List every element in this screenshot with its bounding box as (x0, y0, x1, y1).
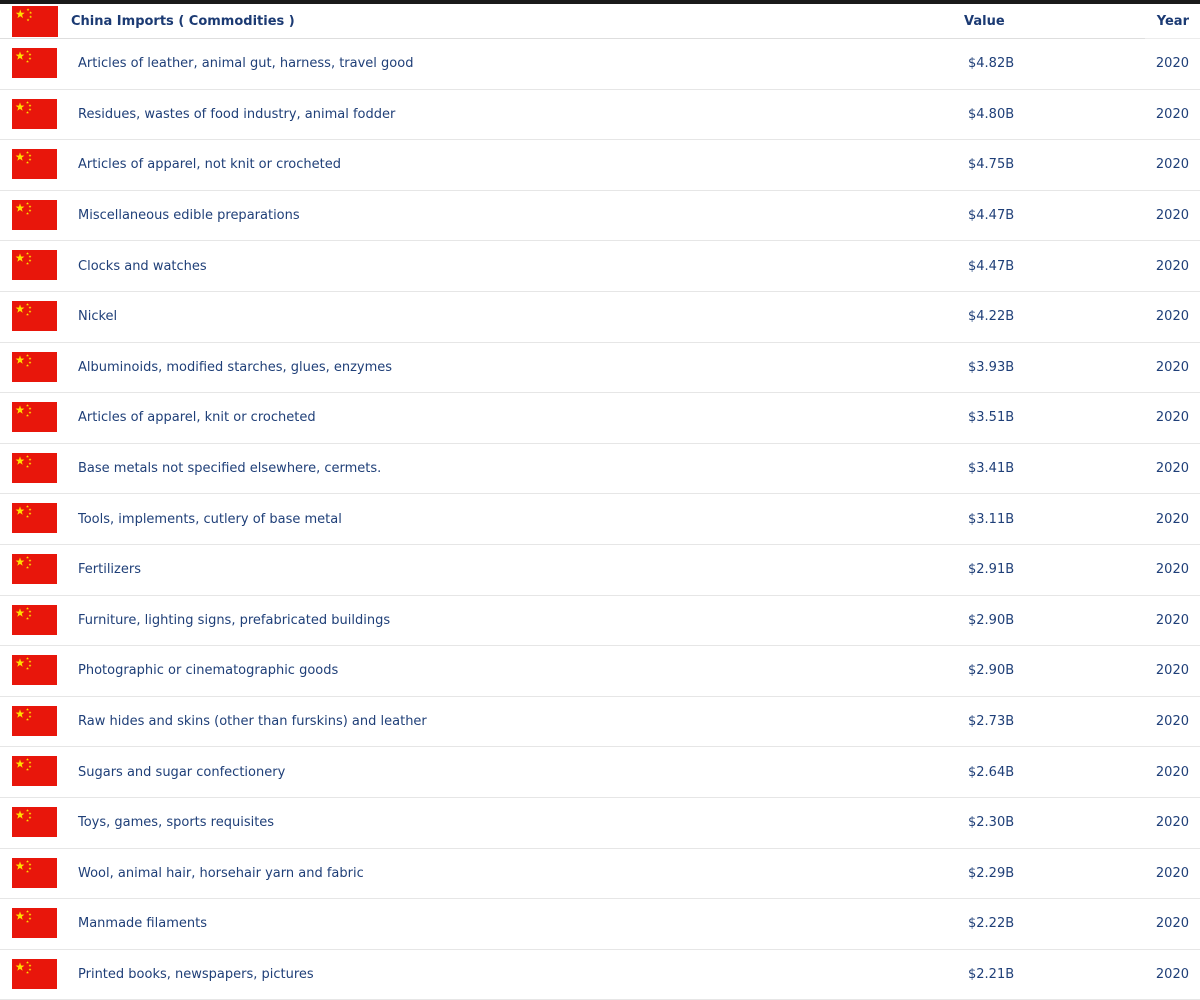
commodity-year: 2020 (1155, 663, 1189, 679)
commodity-name[interactable]: Fertilizers (78, 562, 141, 578)
china-flag-icon (12, 99, 57, 129)
commodity-value: $2.64B (968, 764, 1015, 780)
china-flag-icon (12, 250, 57, 280)
table-header-row (0, 4, 1200, 39)
commodity-value: $2.29B (968, 865, 1015, 881)
commodity-year: 2020 (1155, 511, 1189, 527)
commodity-year: 2020 (1155, 106, 1189, 122)
commodity-name[interactable]: Base metals not specified elsewhere, cermets. (78, 461, 382, 477)
commodity-year: 2020 (1155, 410, 1189, 426)
commodity-value: $3.11B (968, 511, 1015, 527)
commodity-year: 2020 (1155, 966, 1189, 982)
commodity-year: 2020 (1155, 865, 1189, 881)
table-row[interactable] (0, 494, 1200, 545)
commodity-value: $2.21B (968, 966, 1015, 982)
table-row[interactable] (0, 545, 1200, 596)
commodity-name[interactable]: Albuminoids, modified starches, glues, enzymes (78, 359, 393, 375)
commodity-name[interactable]: Photographic or cinematographic goods (78, 663, 339, 679)
commodity-name[interactable]: Sugars and sugar confectionery (78, 764, 286, 780)
commodity-value: $2.22B (968, 916, 1015, 932)
commodity-value: $4.82B (968, 56, 1015, 72)
commodity-name[interactable]: Raw hides and skins (other than furskins) and leather (78, 714, 427, 730)
header-year[interactable]: Year (1156, 13, 1189, 29)
commodity-value: $4.47B (968, 258, 1015, 274)
table-row[interactable] (0, 444, 1200, 495)
table-row[interactable] (0, 39, 1200, 90)
commodity-value: $3.93B (968, 359, 1015, 375)
table-row[interactable] (0, 747, 1200, 798)
commodity-name[interactable]: Nickel (78, 309, 118, 325)
table-row[interactable] (0, 697, 1200, 748)
commodity-value: $2.90B (968, 663, 1015, 679)
commodity-value: $2.30B (968, 815, 1015, 831)
commodity-value: $3.51B (968, 410, 1015, 426)
china-flag-icon (12, 756, 57, 786)
china-flag-icon (12, 706, 57, 736)
commodity-year: 2020 (1155, 258, 1189, 274)
table-row[interactable] (0, 343, 1200, 394)
commodity-name[interactable]: Printed books, newspapers, pictures (78, 966, 314, 982)
commodity-value: $4.80B (968, 106, 1015, 122)
china-flag-icon (12, 554, 57, 584)
commodity-year: 2020 (1155, 309, 1189, 325)
table-row[interactable] (0, 646, 1200, 697)
table-row[interactable] (0, 241, 1200, 292)
table-row[interactable] (0, 596, 1200, 647)
imports-table (0, 4, 1200, 1000)
commodity-name[interactable]: Articles of apparel, knit or crocheted (78, 410, 316, 426)
commodity-name[interactable]: Tools, implements, cutlery of base metal (78, 511, 342, 527)
commodity-year: 2020 (1155, 764, 1189, 780)
commodity-year: 2020 (1155, 461, 1189, 477)
china-flag-icon (12, 402, 57, 432)
china-flag-icon (12, 655, 57, 685)
commodity-name[interactable]: Furniture, lighting signs, prefabricated buildings (78, 612, 391, 628)
china-flag-icon (12, 149, 57, 179)
commodity-name[interactable]: Miscellaneous edible preparations (78, 208, 300, 224)
header-value[interactable]: Value (964, 13, 1005, 29)
china-flag-icon (12, 807, 57, 837)
commodity-year: 2020 (1155, 916, 1189, 932)
commodity-name[interactable]: Articles of apparel, not knit or crocheted (78, 157, 341, 173)
commodity-year: 2020 (1155, 157, 1189, 173)
china-flag-icon (12, 6, 58, 37)
commodity-year: 2020 (1155, 208, 1189, 224)
china-flag-icon (12, 200, 57, 230)
commodity-value: $4.47B (968, 208, 1015, 224)
commodity-year: 2020 (1155, 815, 1189, 831)
commodity-value: $4.75B (968, 157, 1015, 173)
china-flag-icon (12, 908, 57, 938)
commodity-name[interactable]: Wool, animal hair, horsehair yarn and fabric (78, 865, 364, 881)
commodity-value: $2.90B (968, 612, 1015, 628)
table-row[interactable] (0, 849, 1200, 900)
china-flag-icon (12, 301, 57, 331)
table-body (0, 39, 1200, 1000)
commodity-value: $2.91B (968, 562, 1015, 578)
commodity-value: $2.73B (968, 714, 1015, 730)
table-row[interactable] (0, 798, 1200, 849)
header-commodity[interactable]: China Imports ( Commodities ) (71, 13, 295, 29)
table-row[interactable] (0, 191, 1200, 242)
china-flag-icon (12, 503, 57, 533)
china-flag-icon (12, 352, 57, 382)
china-flag-icon (12, 453, 57, 483)
table-row[interactable] (0, 393, 1200, 444)
commodity-name[interactable]: Residues, wastes of food industry, animal fodder (78, 106, 396, 122)
china-flag-icon (12, 858, 57, 888)
commodity-name[interactable]: Manmade filaments (78, 916, 207, 932)
china-flag-icon (12, 48, 57, 78)
commodity-name[interactable]: Clocks and watches (78, 258, 207, 274)
commodity-name[interactable]: Articles of leather, animal gut, harness, travel good (78, 56, 414, 72)
commodity-name[interactable]: Toys, games, sports requisites (78, 815, 275, 831)
table-row[interactable] (0, 140, 1200, 191)
commodity-year: 2020 (1155, 612, 1189, 628)
table-row[interactable] (0, 90, 1200, 141)
china-flag-icon (12, 605, 57, 635)
commodity-year: 2020 (1155, 359, 1189, 375)
commodity-year: 2020 (1155, 56, 1189, 72)
china-flag-icon (12, 959, 57, 989)
commodity-value: $4.22B (968, 309, 1015, 325)
table-row[interactable] (0, 292, 1200, 343)
commodity-year: 2020 (1155, 714, 1189, 730)
table-row[interactable] (0, 950, 1200, 1000)
commodity-year: 2020 (1155, 562, 1189, 578)
table-row[interactable] (0, 899, 1200, 950)
commodity-value: $3.41B (968, 461, 1015, 477)
